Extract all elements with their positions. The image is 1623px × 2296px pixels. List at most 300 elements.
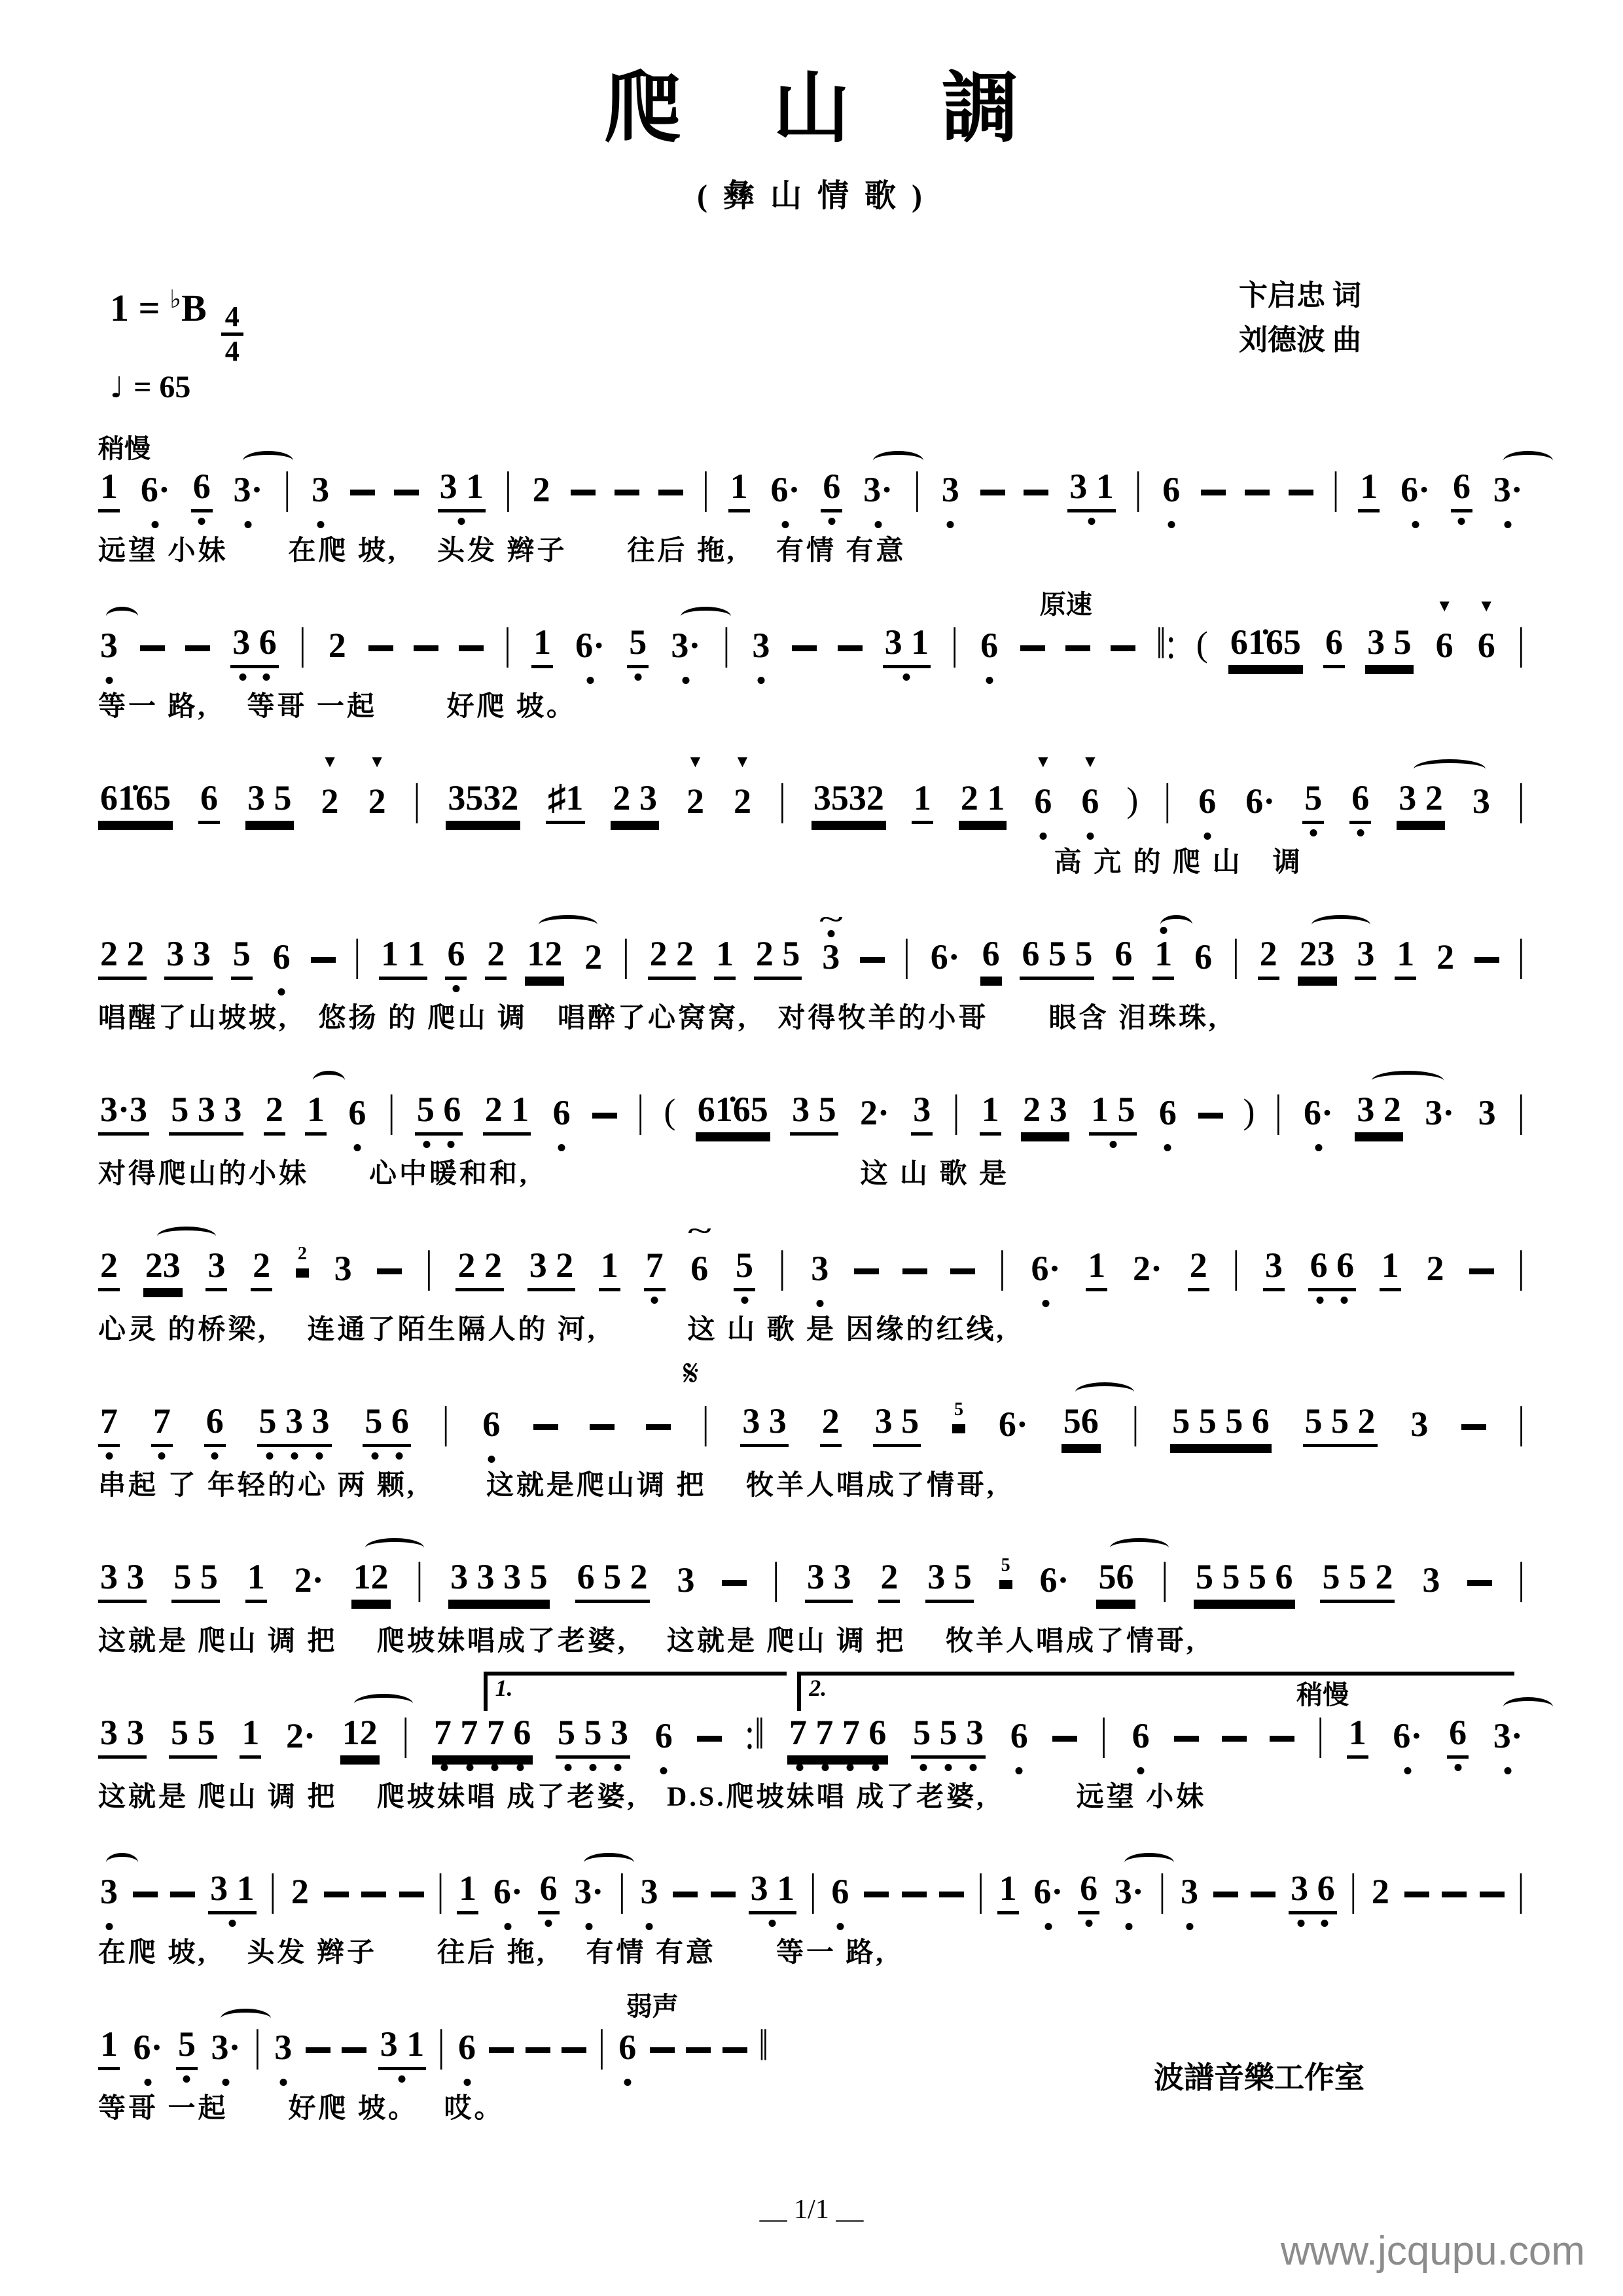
note: 6 5 5 bbox=[1020, 936, 1094, 980]
note: 5 bbox=[627, 624, 649, 668]
note: 2 bbox=[1371, 1872, 1389, 1911]
page-number: __ 1/1 __ bbox=[759, 2195, 864, 2225]
tempo-marking bbox=[110, 369, 243, 405]
note: 2 bbox=[1258, 936, 1279, 980]
note: 3· bbox=[1425, 1093, 1455, 1132]
barline: | bbox=[298, 619, 306, 668]
note: 3 1 bbox=[438, 469, 486, 512]
system-9 bbox=[98, 1672, 1525, 1827]
octave-dot-below bbox=[828, 518, 835, 525]
octave-dot-below bbox=[1044, 1923, 1052, 1930]
note: 6 bbox=[191, 469, 213, 512]
note: 5 5 5 6 bbox=[1170, 1403, 1272, 1447]
note: 6 bbox=[1157, 1095, 1179, 1136]
sustain-dash bbox=[133, 1892, 158, 1897]
sustain-dash bbox=[140, 645, 165, 651]
note: 3·3 bbox=[98, 1092, 149, 1136]
octave-dot-below bbox=[1204, 833, 1211, 840]
studio-credit: 波譜音樂工作室 bbox=[1154, 2061, 1364, 2094]
sustain-dash bbox=[1442, 1892, 1467, 1897]
octave-dot-below bbox=[945, 1764, 952, 1771]
note: 2· bbox=[294, 1560, 324, 1600]
notes-line bbox=[98, 1865, 1525, 1914]
note: 2 bbox=[532, 470, 550, 509]
note: 6 ▼ bbox=[1435, 596, 1454, 665]
sustain-dash bbox=[1469, 1268, 1494, 1274]
note: 6· bbox=[1245, 781, 1275, 821]
note: 2 bbox=[251, 1247, 272, 1291]
accent-icon: ▼ bbox=[368, 752, 385, 771]
website-watermark: www.jcqupu.com bbox=[1280, 2229, 1585, 2274]
sustain-dash bbox=[1174, 1736, 1199, 1742]
lyrics-line: 这就是 爬山 调 把 爬坡妹唱成了老婆, 这就是 爬山 调 把 牧羊人唱成了情哥, bbox=[98, 1626, 1196, 1657]
sustain-dash bbox=[1024, 490, 1048, 495]
mordent-icon: ~ bbox=[688, 1217, 711, 1245]
note: 3 3 bbox=[164, 936, 213, 980]
note: 6 bbox=[821, 469, 842, 512]
slur-arc bbox=[1503, 451, 1554, 471]
octave-dot-below bbox=[1168, 521, 1175, 528]
octave-dot-below bbox=[183, 2075, 190, 2083]
note: 6 5 2 bbox=[575, 1559, 650, 1603]
lyrics-line: 这就是 爬山 调 把 爬坡妹唱 成了老婆, D.S.爬坡妹唱 成了老婆, 远望 小妹 bbox=[98, 1782, 1207, 1812]
note: 1 bbox=[305, 1092, 327, 1136]
note: 6 6 bbox=[1308, 1247, 1357, 1291]
sustain-dash bbox=[1270, 1736, 1294, 1742]
note: 2 bbox=[584, 937, 603, 977]
key-signature-block bbox=[110, 287, 243, 405]
sustain-dash bbox=[854, 1268, 879, 1274]
system-5 bbox=[98, 1049, 1525, 1204]
note: 6· bbox=[930, 937, 960, 977]
octave-dot-below bbox=[1310, 829, 1317, 836]
note: 2 2 bbox=[455, 1247, 504, 1291]
barline: | bbox=[1349, 1865, 1357, 1914]
barline: | bbox=[1518, 1553, 1525, 1603]
octave-dot-below bbox=[371, 1452, 378, 1460]
note: 1 bbox=[714, 936, 736, 980]
accent-icon: ▼ bbox=[1436, 596, 1453, 615]
octave-dot-below bbox=[198, 518, 205, 525]
sustain-dash bbox=[533, 1424, 558, 1430]
note: 3532 bbox=[812, 780, 886, 824]
octave-dot-below bbox=[1164, 1144, 1171, 1151]
sustain-dash bbox=[350, 490, 375, 495]
system-3 bbox=[98, 737, 1525, 893]
octave-dot-below bbox=[211, 1452, 219, 1460]
sustain-dash bbox=[592, 1113, 617, 1119]
note: 3 6 bbox=[230, 624, 279, 668]
note: 2 bbox=[98, 1247, 120, 1291]
tempo-value: = 65 bbox=[134, 370, 191, 405]
barline: | bbox=[425, 1242, 433, 1291]
note: 2· bbox=[859, 1093, 889, 1132]
note: 6 bbox=[829, 1874, 851, 1914]
note: 12 bbox=[340, 1715, 380, 1759]
sustain-dash bbox=[615, 490, 639, 495]
note: 5 3 3 bbox=[169, 1092, 243, 1136]
sustain-dash bbox=[571, 490, 596, 495]
key-letter: B bbox=[181, 287, 207, 329]
octave-dot-below bbox=[1088, 518, 1095, 525]
note: 1 bbox=[728, 469, 750, 512]
note: 7 bbox=[98, 1403, 120, 1447]
note: 6 bbox=[1078, 1871, 1099, 1914]
barline: | bbox=[951, 619, 959, 668]
note: 1 bbox=[98, 469, 120, 512]
octave-dot-below bbox=[565, 1764, 572, 1771]
barline: | bbox=[778, 774, 786, 824]
barline: | bbox=[1232, 930, 1240, 980]
octave-dot-below bbox=[1316, 1297, 1323, 1304]
note: 56 bbox=[1061, 1403, 1101, 1447]
octave-dot-below bbox=[872, 1764, 880, 1771]
meter-denominator: 4 bbox=[224, 334, 240, 367]
octave-dot-below bbox=[1039, 833, 1046, 840]
barline: | bbox=[402, 1709, 410, 1759]
sustain-dash bbox=[562, 2047, 586, 2053]
note: 6 bbox=[346, 1095, 368, 1136]
sustain-dash bbox=[1404, 1892, 1429, 1897]
octave-dot-below bbox=[458, 518, 465, 525]
lyricist-credit: 卞启忠 词 bbox=[1239, 279, 1361, 312]
accent-icon: ▼ bbox=[1478, 596, 1495, 615]
note: 5 5 3 bbox=[911, 1715, 986, 1759]
note: 61̇65 bbox=[1228, 624, 1303, 668]
note: 6 ▼ bbox=[1079, 783, 1101, 824]
accent-icon: ▼ bbox=[1082, 752, 1099, 771]
lyrics-line: 对得爬山的小妹 心中暖和和, 这 山 歌 是 bbox=[98, 1159, 1010, 1189]
barline: | bbox=[597, 2020, 605, 2070]
note: 3 bbox=[1355, 936, 1376, 980]
octave-dot-below bbox=[399, 2075, 406, 2083]
note: 3· bbox=[1113, 1874, 1146, 1914]
note: 3 bbox=[1410, 1405, 1429, 1444]
note: 1 5 bbox=[1089, 1092, 1137, 1136]
octave-dot-below bbox=[947, 521, 954, 528]
octave-dot-below bbox=[986, 677, 993, 684]
note: 3 bbox=[1179, 1874, 1200, 1914]
accent-icon: ▼ bbox=[321, 752, 338, 771]
note: 2 5 bbox=[754, 936, 802, 980]
sustain-dash bbox=[711, 1892, 736, 1897]
octave-dot-below bbox=[646, 1923, 653, 1930]
note: 3 bbox=[98, 1874, 120, 1914]
barline: | bbox=[1134, 463, 1142, 512]
barline: | bbox=[504, 463, 512, 512]
sustain-dash bbox=[1467, 1580, 1492, 1586]
tempo-annotation: 稍慢 bbox=[1296, 1681, 1349, 1710]
barline: | bbox=[702, 1397, 709, 1447]
note: 1 bbox=[599, 1247, 620, 1291]
barline: | bbox=[618, 1865, 626, 1914]
octave-dot-below bbox=[448, 1141, 455, 1148]
notes-line bbox=[98, 463, 1525, 512]
note: 3 1 bbox=[208, 1871, 257, 1914]
lyrics-line: 唱醒了山坡坡, 悠扬 的 爬山 调 唱醉了心窝窝, 对得牧羊的小哥 眼含 泪珠珠, bbox=[98, 1003, 1219, 1033]
note: 7 7 7 6 bbox=[432, 1715, 533, 1759]
note: 3 bbox=[310, 472, 331, 512]
barline: ‖: bbox=[1156, 619, 1176, 668]
note: 6 bbox=[456, 2030, 478, 2070]
sustain-dash bbox=[1052, 1736, 1077, 1742]
sustain-dash bbox=[838, 645, 863, 651]
systems bbox=[98, 425, 1525, 2139]
note: 2 2 bbox=[98, 936, 147, 980]
lyrics-line: 高 亢 的 爬 山 调 bbox=[1054, 848, 1303, 878]
note: 3 3 bbox=[805, 1559, 853, 1603]
octave-dot-below bbox=[263, 673, 270, 681]
note: 6 bbox=[271, 939, 293, 980]
note: 6· bbox=[131, 2030, 164, 2070]
note: 1 bbox=[98, 2026, 120, 2070]
octave-dot-below bbox=[395, 1452, 402, 1460]
note: 3 bbox=[1478, 1093, 1496, 1132]
lyrics-line: 等哥 一起 好爬 坡。 哎。 bbox=[98, 2094, 505, 2124]
note: 3 bbox=[1422, 1560, 1440, 1600]
note: 3 bbox=[272, 2030, 294, 2070]
note: 3 2 bbox=[1355, 1092, 1403, 1136]
note: 3 bbox=[98, 628, 120, 668]
note: 1 bbox=[1347, 1715, 1368, 1759]
note: 2 bbox=[820, 1403, 842, 1447]
sustain-dash bbox=[361, 1892, 386, 1897]
lyrics-line: 在爬 坡, 头发 辫子 往后 拖, 有情 有意 等一 路, bbox=[98, 1938, 886, 1968]
octave-dot-below bbox=[816, 1300, 823, 1307]
octave-dot-below bbox=[158, 1452, 166, 1460]
note: 61̇65 bbox=[696, 1092, 770, 1136]
note: 6 bbox=[1160, 472, 1182, 512]
barline: | bbox=[1517, 774, 1525, 824]
tempo-annotation: 弱声 bbox=[626, 1992, 679, 2021]
sustain-dash bbox=[311, 957, 336, 963]
note: 3 1 bbox=[749, 1871, 797, 1914]
sustain-dash bbox=[170, 1892, 195, 1897]
barline: | bbox=[1517, 1242, 1525, 1291]
sustain-dash bbox=[324, 1892, 349, 1897]
octave-dot-below bbox=[1340, 1297, 1347, 1304]
note: 2 1 bbox=[959, 780, 1007, 824]
octave-dot-below bbox=[1085, 1920, 1092, 1927]
note: 3 1 bbox=[1067, 469, 1116, 512]
volta-label: 2. bbox=[809, 1675, 827, 1701]
note: 6· bbox=[768, 472, 802, 512]
note: 5 bbox=[734, 1247, 755, 1291]
slur-arc bbox=[1075, 1382, 1134, 1402]
sustain-dash bbox=[1222, 1736, 1247, 1742]
barline: | bbox=[442, 1397, 450, 1447]
barline: | bbox=[283, 463, 291, 512]
note: 3· bbox=[572, 1874, 605, 1914]
note: 3 bbox=[677, 1560, 695, 1600]
note: 3 3 3 5 bbox=[448, 1559, 550, 1603]
parenthesis: ( bbox=[1196, 624, 1208, 664]
octave-dot-below bbox=[228, 1920, 236, 1927]
octave-dot-below bbox=[903, 673, 910, 681]
barline: | bbox=[1161, 1553, 1169, 1603]
lyrics-line: 心灵 的桥梁, 连通了陌生隔人的 河, 这 山 歌 是 因缘的红线, bbox=[98, 1315, 1007, 1345]
note: 12 bbox=[525, 936, 564, 980]
note: 2 2 bbox=[648, 936, 696, 980]
note: 2 bbox=[264, 1092, 285, 1136]
note: 3· bbox=[209, 2030, 242, 2070]
octave-dot-below bbox=[1321, 1920, 1329, 1927]
note: 5 5 3 bbox=[556, 1715, 630, 1759]
note: 7 bbox=[151, 1403, 173, 1447]
sustain-dash bbox=[399, 1892, 424, 1897]
barline: | bbox=[722, 619, 730, 668]
octave-dot-below bbox=[615, 1764, 622, 1771]
note: 3 bbox=[205, 1247, 227, 1291]
sustain-dash bbox=[1480, 1892, 1505, 1897]
barline: | bbox=[1274, 1086, 1282, 1136]
barline: | bbox=[637, 1086, 645, 1136]
note: 23 bbox=[143, 1247, 183, 1291]
accent-icon: ▼ bbox=[734, 752, 751, 771]
octave-dot-below bbox=[1016, 1767, 1023, 1774]
note: 2 bbox=[1426, 1249, 1444, 1288]
note: 2 bbox=[328, 626, 346, 665]
volta-bracket bbox=[484, 1672, 787, 1711]
note: 6 ~ bbox=[688, 1217, 711, 1288]
note: 6· bbox=[1391, 1718, 1424, 1759]
sustain-dash bbox=[342, 2047, 366, 2053]
slur-arc bbox=[157, 1227, 216, 1246]
note: 6· bbox=[1039, 1560, 1069, 1600]
notes-line bbox=[98, 1217, 1525, 1291]
note: 7 bbox=[644, 1247, 666, 1291]
octave-dot-below bbox=[1404, 1767, 1411, 1774]
note: 7 7 7 6 bbox=[787, 1715, 889, 1759]
note: 3 5 bbox=[873, 1403, 921, 1447]
barline: | bbox=[504, 619, 511, 668]
barline: ‖ bbox=[758, 2020, 769, 2070]
volta-label: 1. bbox=[495, 1675, 513, 1701]
notes-line bbox=[98, 1553, 1525, 1603]
octave-dot-below bbox=[152, 521, 159, 528]
sustain-dash bbox=[1198, 1113, 1223, 1119]
sustain-dash bbox=[526, 2047, 550, 2053]
octave-dot-below bbox=[105, 1452, 113, 1460]
barline: | bbox=[416, 1553, 423, 1603]
sustain-dash bbox=[1289, 490, 1313, 495]
grace-note: 5 bbox=[999, 1556, 1012, 1583]
octave-dot-below bbox=[821, 1764, 829, 1771]
octave-dot-below bbox=[1186, 1923, 1193, 1930]
sustain-dash bbox=[1213, 1892, 1238, 1897]
barline: | bbox=[1518, 1397, 1525, 1447]
sustain-dash bbox=[1245, 490, 1270, 495]
note: 1 bbox=[997, 1871, 1019, 1914]
sustain-dash bbox=[902, 1892, 927, 1897]
note: 2 1 bbox=[483, 1092, 531, 1136]
note: 2 ▼ bbox=[733, 752, 751, 821]
octave-dot-below bbox=[452, 985, 459, 992]
note: 3 bbox=[809, 1251, 830, 1291]
octave-dot-below bbox=[781, 521, 789, 528]
note: 1 bbox=[980, 1092, 1001, 1136]
sustain-dash bbox=[650, 2047, 675, 2053]
barline: | bbox=[437, 2020, 445, 2070]
sustain-dash bbox=[590, 1424, 615, 1430]
octave-dot-below bbox=[1454, 1764, 1461, 1771]
octave-dot-below bbox=[1126, 1923, 1133, 1930]
note: 6 bbox=[551, 1095, 573, 1136]
parenthesis: ) bbox=[1243, 1092, 1255, 1131]
sustain-dash bbox=[459, 645, 484, 651]
slur-arc bbox=[539, 915, 597, 935]
note: 3 ~ bbox=[819, 906, 843, 977]
note: 3 2 bbox=[1397, 780, 1445, 824]
octave-dot-below bbox=[441, 1764, 448, 1771]
note: 5 5 2 bbox=[1320, 1559, 1395, 1603]
octave-dot-below bbox=[278, 988, 285, 996]
barline: :‖ bbox=[745, 1709, 765, 1759]
song-subtitle: ( 彝 山 情 歌 ) bbox=[697, 179, 926, 213]
slur-arc bbox=[1311, 915, 1370, 935]
barline: | bbox=[269, 1865, 277, 1914]
note: 6 bbox=[198, 780, 220, 824]
octave-dot-below bbox=[874, 521, 882, 528]
barline: | bbox=[1517, 1086, 1525, 1136]
note: 12 bbox=[351, 1559, 391, 1603]
tempo-annotation: 稍慢 bbox=[98, 435, 151, 463]
equals-sign: = bbox=[129, 287, 170, 329]
volta-bracket bbox=[797, 1672, 1514, 1711]
barline: | bbox=[437, 1865, 444, 1914]
sustain-dash bbox=[414, 645, 438, 651]
note: 3· bbox=[669, 628, 702, 668]
octave-dot-below bbox=[291, 1452, 298, 1460]
barline: | bbox=[1164, 774, 1171, 824]
octave-dot-below bbox=[1505, 521, 1512, 528]
note: 2 3 bbox=[1021, 1092, 1069, 1136]
note: 56 bbox=[1096, 1559, 1135, 1603]
note: 1 bbox=[245, 1559, 267, 1603]
note: 2 bbox=[878, 1559, 900, 1603]
octave-dot-below bbox=[757, 677, 764, 684]
barline: | bbox=[1517, 1865, 1525, 1914]
note: 3 5 bbox=[925, 1559, 974, 1603]
barline: | bbox=[1132, 1397, 1139, 1447]
octave-dot-below bbox=[315, 1452, 323, 1460]
note: 3· bbox=[1491, 1718, 1525, 1759]
octave-dot-below bbox=[651, 1297, 658, 1304]
barline: | bbox=[1517, 930, 1525, 980]
notes-line bbox=[98, 1397, 1525, 1447]
slur-arc bbox=[221, 2009, 271, 2028]
note: 6· bbox=[139, 472, 172, 512]
system-4 bbox=[98, 893, 1525, 1049]
sustain-dash bbox=[980, 490, 1005, 495]
notes-line bbox=[98, 752, 1525, 824]
note: 6 bbox=[1008, 1718, 1030, 1759]
note: 6 bbox=[1451, 469, 1472, 512]
octave-dot-below bbox=[463, 2079, 471, 2086]
sustain-dash bbox=[686, 2047, 711, 2053]
note: 2 bbox=[485, 936, 507, 980]
note: 3 bbox=[334, 1249, 352, 1288]
sustain-dash bbox=[722, 1580, 747, 1586]
note: 1 bbox=[1152, 936, 1174, 980]
barline: | bbox=[253, 2020, 261, 2070]
note: 2 bbox=[1436, 937, 1455, 977]
sustain-dash bbox=[722, 2047, 747, 2053]
note: 3 bbox=[911, 1092, 933, 1136]
note: 6· bbox=[998, 1405, 1028, 1444]
octave-dot-below bbox=[1357, 829, 1364, 836]
slur-arc bbox=[1124, 1853, 1175, 1873]
